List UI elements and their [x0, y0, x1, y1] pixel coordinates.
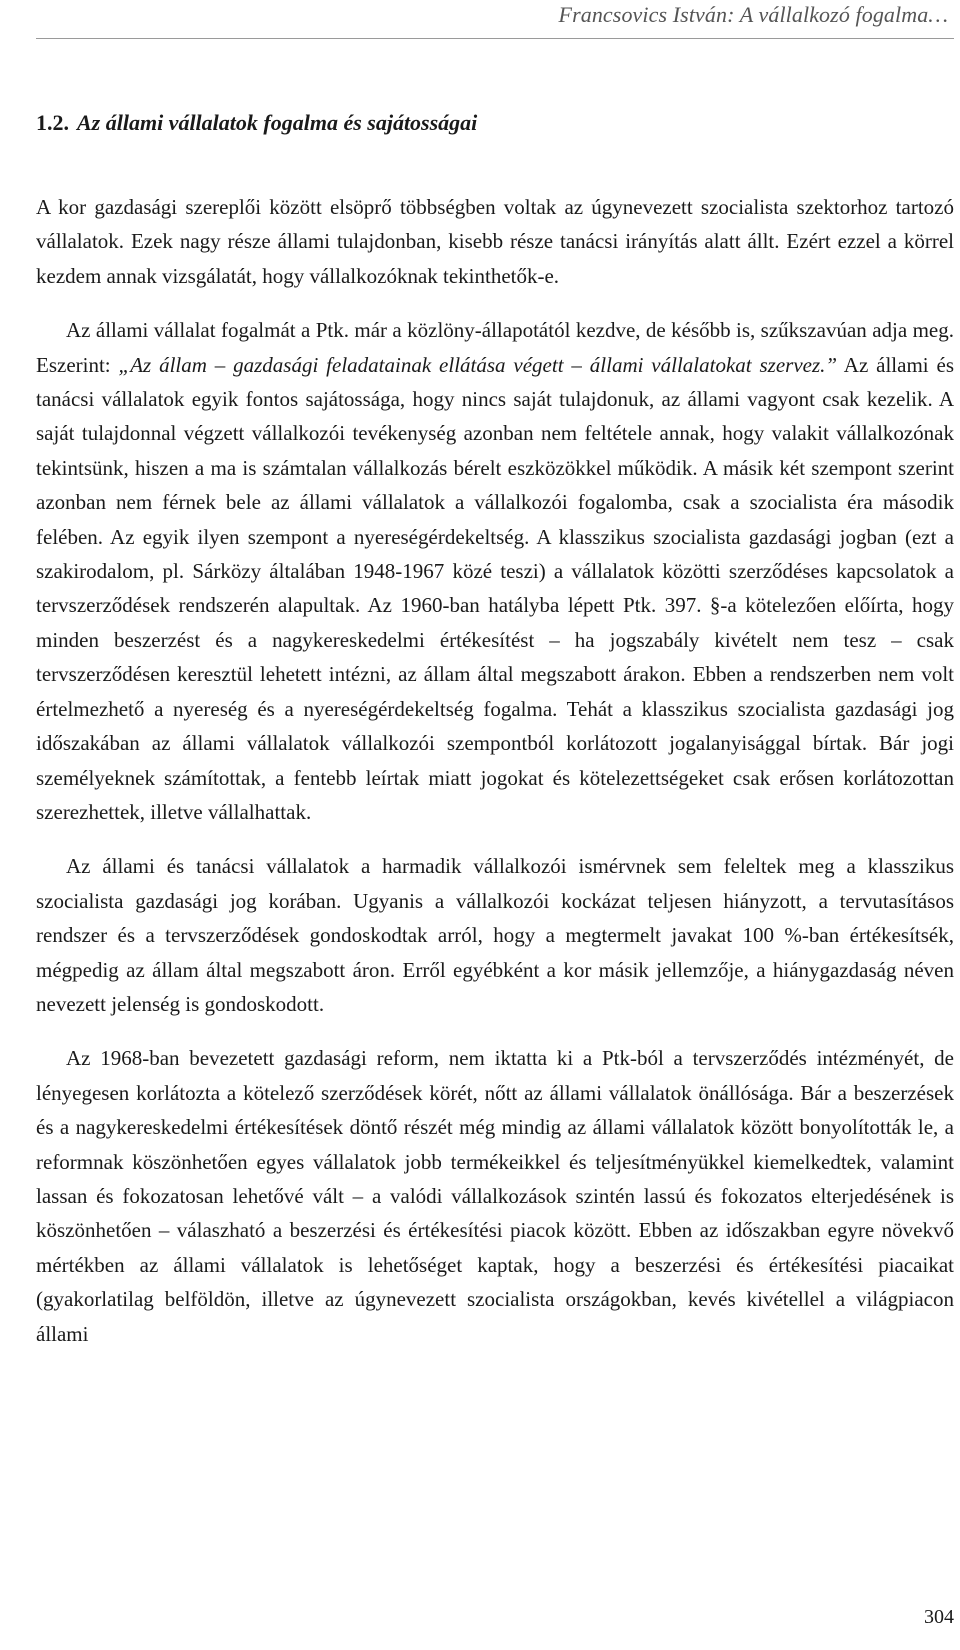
section-title: Az állami vállalatok fogalma és sajátosságai — [77, 110, 478, 135]
paragraph-2-intro: Az állami vállalat fogalmát a Ptk. már a közlöny-állapotától kezdve, de később is, szűkszavúan adja meg. Eszerint: — [36, 318, 954, 377]
document-page — [36, 0, 954, 1650]
paragraph-2 — [36, 313, 954, 829]
paragraph-2-body: Az állami és tanácsi vállalatok egyik fontos sajátossága, hogy nincs saját tulajdonuk, az állami vagyont csak kezelik. A saját tulajdonnal végzett vállalkozói tevékenység azonban nem feltétele annak, hogy valakit vállalkozónak tekintsünk, hiszen a ma is számtalan vállalkozás bérelt eszközökkel működik. A másik két szempont szerint azonban nem férnek bele az állami vállalatok a vállalkozói fogalomba, csak a szocialista éra második felében. Az egyik ilyen szempont a nyereségérdekeltség. A klasszikus szocialista gazdasági jogban (ezt a szakirodalom, pl. Sárközy általában 1948-1967 közé teszi) a vállalatok közötti szerződéses kapcsolatok a tervszerződések rendszerén alapultak. Az 1960-ban hatályba lépett Ptk. 397. §-a kötelezően előírta, hogy minden beszerzést és a nagykereskedelmi értékesítést – ha jogszabály kivételt nem tesz – csak tervszerződésen keresztül lehetett intézni, az állam által megszabott árakon. Ebben a rendszerben nem volt értelmezhető a nyereség és a nyereségérdekeltség fogalma. Tehát a klasszikus szocialista gazdasági jog időszakában az állami vállalatok vállalkozói szempontból korlátozott jogalanyisággal bírtak. Bár jogi személyeknek számítottak, a fentebb leírtak miatt jogokat és kötelezettségeket csak erősen korlátozottan szerezhettek, illetve vállalhattak. — [36, 352, 954, 824]
body-text — [36, 190, 954, 1351]
ptk-quotation: „Az állam – gazdasági feladatainak ellátása végett – állami vállalatokat szervez.” — [118, 352, 838, 377]
page-number: 304 — [924, 1606, 954, 1628]
paragraph-1: A kor gazdasági szereplői között elsöprő többségben voltak az úgynevezett szocialista szektorhoz tartozó vállalatok. Ezek nagy része állami tulajdonban, kisebb része tanácsi irányítás alatt állt. Ezért ezzel a körrel kezdem annak vizsgálatát, hogy vállalkozóknak tekinthetők-e. — [36, 195, 954, 288]
paragraph-3: Az állami és tanácsi vállalatok a harmadik vállalkozói ismérvnek sem feleltek meg a klasszikus szocialista gazdasági jog korában. Ugyanis a vállalkozói kockázat teljesen hiányzott, a tervutasításos rendszer és a tervszerződések gondoskodtak arról, hogy a megtermelt javakat 100 %-ban értékesítsék, mégpedig az állam által megszabott áron. Erről egyébként a kor másik jellemzője, a hiánygazdaság néven nevezett jelenség is gondoskodott. — [36, 854, 954, 1016]
paragraph-4: Az 1968-ban bevezetett gazdasági reform, nem iktatta ki a Ptk-ból a tervszerződés intézményét, de lényegesen korlátozta a kötelező szerződések körét, nőtt az állami vállalatok önállósága. Bár a beszerzések és a nagykereskedelmi értékesítések döntő részét még mindig az állami vállalatok között bonyolították le, a reformnak köszönhetően egyes vállalatok jobb termékeikkel és teljesítményükkel kiemelkedtek, valamint lassan és fokozatosan lehetővé vált – a valódi vállalkozások szintén lassú és fokozatos elterjedésének is köszönhetően – válaszható a beszerzési és értékesítési piacok között. Ebben az időszakban egyre növekvő mértékben az állami vállalatok is lehetőséget kaptak, hogy a beszerzési és értékesítési piacaikat (gyakorlatilag belföldön, illetve az úgynevezett szocialista országokban, kevés kivétellel a világpiacon állami — [36, 1046, 954, 1346]
section-number: 1.2. — [36, 110, 69, 135]
section-heading — [36, 110, 477, 136]
running-header: Francsovics István: A vállalkozó fogalma… — [558, 2, 948, 27]
header-rule — [36, 38, 954, 39]
